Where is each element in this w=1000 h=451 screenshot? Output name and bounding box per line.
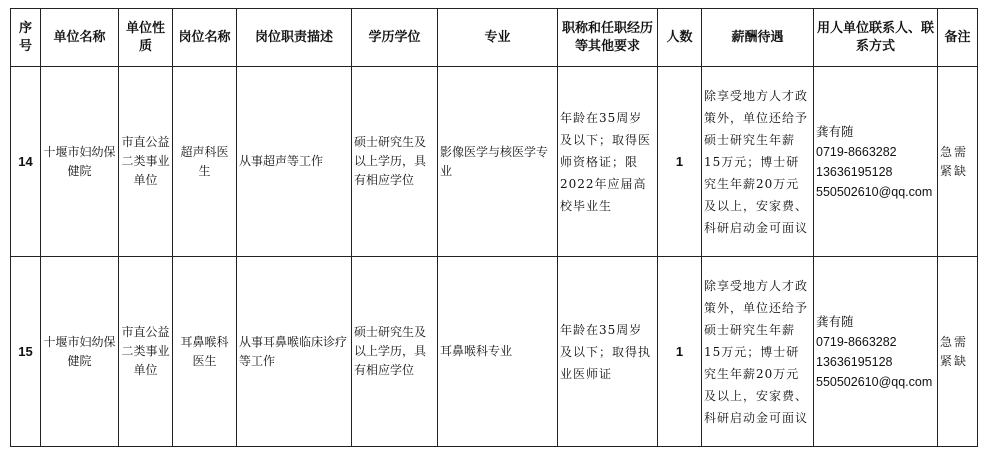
header-unit-nature: 单位性质 [119, 9, 173, 67]
job-listing-table [10, 8, 978, 447]
contact-phone-landline: 0719-8663282 [816, 334, 897, 349]
header-salary: 薪酬待遇 [702, 9, 814, 67]
cell-seq: 14 [11, 67, 41, 257]
cell-unit-nature: 市直公益二类事业单位 [119, 67, 173, 257]
header-note: 备注 [938, 9, 978, 67]
cell-duty: 从事超声等工作 [237, 67, 352, 257]
cell-education: 硕士研究生及以上学历，具有相应学位 [352, 67, 438, 257]
contact-name: 龚有随 [816, 314, 854, 329]
cell-count: 1 [658, 67, 702, 257]
cell-salary: 除享受地方人才政策外，单位还给予硕士研究生年薪15万元；博士研究生年薪20万元及以上，安家费、科研启动金可面议 [702, 257, 814, 447]
header-education: 学历学位 [352, 9, 438, 67]
cell-major: 耳鼻喉科专业 [438, 257, 558, 447]
header-major: 专业 [438, 9, 558, 67]
cell-note: 急需紧缺 [938, 67, 978, 257]
header-count: 人数 [658, 9, 702, 67]
cell-seq: 15 [11, 257, 41, 447]
header-requirement: 职称和任职经历等其他要求 [558, 9, 658, 67]
table-body [11, 67, 978, 447]
contact-email: 550502610@qq.com [816, 374, 933, 389]
cell-education: 硕士研究生及以上学历，具有相应学位 [352, 257, 438, 447]
cell-position-name: 耳鼻喉科医生 [173, 257, 237, 447]
header-seq: 序号 [11, 9, 41, 67]
cell-requirement: 年龄在35周岁及以下；取得执业医师证 [558, 257, 658, 447]
header-contact: 用人单位联系人、联系方式 [814, 9, 938, 67]
header-row [11, 9, 978, 67]
contact-phone-landline: 0719-8663282 [816, 144, 897, 159]
contact-email: 550502610@qq.com [816, 184, 933, 199]
cell-note: 急需紧缺 [938, 257, 978, 447]
cell-contact [814, 257, 938, 447]
table-header [11, 9, 978, 67]
header-position-name: 岗位名称 [173, 9, 237, 67]
cell-count: 1 [658, 257, 702, 447]
contact-phone-mobile: 13636195128 [816, 164, 893, 179]
contact-name: 龚有随 [816, 124, 854, 139]
cell-unit-nature: 市直公益二类事业单位 [119, 257, 173, 447]
table-row [11, 257, 978, 447]
cell-duty: 从事耳鼻喉临床诊疗等工作 [237, 257, 352, 447]
cell-unit-name: 十堰市妇幼保健院 [41, 257, 119, 447]
cell-requirement: 年龄在35周岁及以下；取得医师资格证；限2022年应届高校毕业生 [558, 67, 658, 257]
header-unit-name: 单位名称 [41, 9, 119, 67]
cell-unit-name: 十堰市妇幼保健院 [41, 67, 119, 257]
table-row [11, 67, 978, 257]
cell-major: 影像医学与核医学专业 [438, 67, 558, 257]
contact-phone-mobile: 13636195128 [816, 354, 893, 369]
cell-position-name: 超声科医生 [173, 67, 237, 257]
cell-salary: 除享受地方人才政策外，单位还给予硕士研究生年薪15万元；博士研究生年薪20万元及以上，安家费、科研启动金可面议 [702, 67, 814, 257]
cell-contact [814, 67, 938, 257]
header-duty: 岗位职责描述 [237, 9, 352, 67]
